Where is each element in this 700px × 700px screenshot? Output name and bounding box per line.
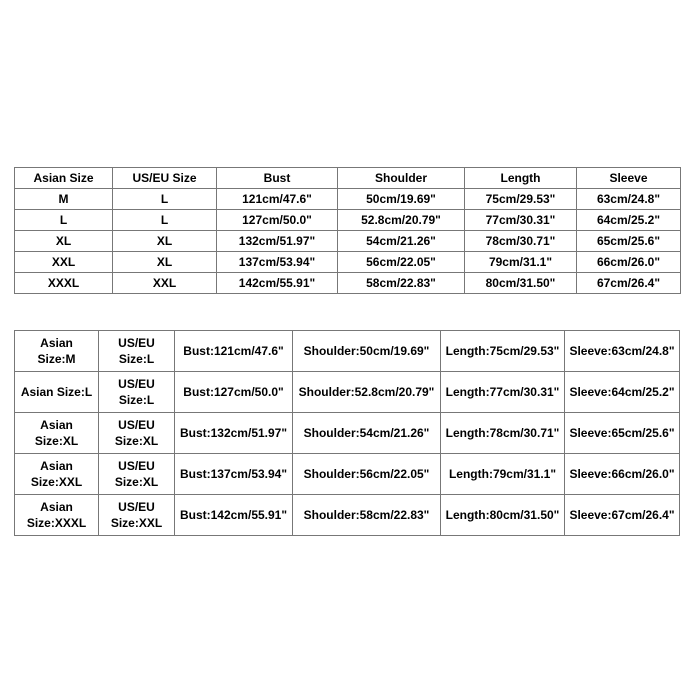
cell-text-line: Bust:132cm/51.97" bbox=[179, 426, 288, 440]
table-cell bbox=[15, 413, 99, 454]
table-cell: 63cm/24.8" bbox=[577, 189, 681, 210]
cell-text-line: Asian bbox=[40, 336, 73, 350]
table-cell bbox=[565, 495, 680, 536]
cell-text-line: Size:XXL bbox=[110, 516, 163, 530]
table-cell bbox=[99, 454, 175, 495]
cell-text-line: US/EU bbox=[118, 336, 155, 350]
cell-text-line: Length:75cm/29.53" bbox=[445, 344, 560, 358]
cell-text-line: Size:XL bbox=[34, 434, 79, 448]
table-cell: 66cm/26.0" bbox=[577, 252, 681, 273]
table-cell: 79cm/31.1" bbox=[465, 252, 577, 273]
table-cell bbox=[565, 372, 680, 413]
table-cell bbox=[175, 495, 293, 536]
table-cell bbox=[99, 413, 175, 454]
size-detail-body bbox=[15, 331, 680, 536]
cell-text-line: Shoulder:52.8cm/20.79" bbox=[298, 385, 435, 399]
table-cell: 50cm/19.69" bbox=[338, 189, 465, 210]
cell-text-line: Sleeve:64cm/25.2" bbox=[569, 385, 675, 399]
cell-text-line: Sleeve:67cm/26.4" bbox=[569, 508, 675, 522]
table-header-row bbox=[15, 168, 681, 189]
table-cell bbox=[293, 413, 441, 454]
cell-text-line: Length:77cm/30.31" bbox=[445, 385, 560, 399]
table-cell: 58cm/22.83" bbox=[338, 273, 465, 294]
cell-text-line: Shoulder:50cm/19.69" bbox=[303, 344, 430, 358]
table-cell bbox=[99, 372, 175, 413]
table-cell bbox=[293, 495, 441, 536]
table-cell: Bust bbox=[217, 168, 338, 189]
cell-text-line: Sleeve:66cm/26.0" bbox=[569, 467, 675, 481]
table-row bbox=[15, 231, 681, 252]
table-row bbox=[15, 273, 681, 294]
table-cell bbox=[175, 331, 293, 372]
table-cell bbox=[15, 495, 99, 536]
cell-text-line: Size:XXXL bbox=[26, 516, 87, 530]
cell-text-line: Bust:142cm/55.91" bbox=[179, 508, 288, 522]
cell-text-line: Length:78cm/30.71" bbox=[445, 426, 560, 440]
table-cell bbox=[15, 331, 99, 372]
cell-text-line: Asian Size:L bbox=[20, 385, 93, 399]
table-row bbox=[15, 331, 680, 372]
table-cell: XXXL bbox=[15, 273, 113, 294]
table-cell bbox=[293, 372, 441, 413]
cell-text-line: Length:80cm/31.50" bbox=[445, 508, 560, 522]
table-cell: XXL bbox=[113, 273, 217, 294]
cell-text-line: Size:M bbox=[37, 352, 76, 366]
table-row bbox=[15, 413, 680, 454]
cell-text-line: Size:L bbox=[118, 393, 155, 407]
cell-text-line: Asian bbox=[40, 500, 73, 514]
size-chart-body bbox=[15, 168, 681, 294]
table-cell: 56cm/22.05" bbox=[338, 252, 465, 273]
size-chart-table bbox=[14, 167, 681, 294]
cell-text-line: Sleeve:65cm/25.6" bbox=[569, 426, 675, 440]
cell-text-line: US/EU bbox=[118, 500, 155, 514]
table-cell: Asian Size bbox=[15, 168, 113, 189]
table-cell bbox=[441, 331, 565, 372]
table-row bbox=[15, 495, 680, 536]
table-cell: L bbox=[113, 210, 217, 231]
cell-text-line: Bust:121cm/47.6" bbox=[183, 344, 284, 358]
table-cell bbox=[175, 454, 293, 495]
table-cell: 142cm/55.91" bbox=[217, 273, 338, 294]
cell-text-line: Length:79cm/31.1" bbox=[448, 467, 557, 481]
table-cell: 67cm/26.4" bbox=[577, 273, 681, 294]
table-cell: XL bbox=[113, 231, 217, 252]
size-detail-table bbox=[14, 330, 680, 536]
table-cell: 77cm/30.31" bbox=[465, 210, 577, 231]
table-row bbox=[15, 252, 681, 273]
table-cell: 121cm/47.6" bbox=[217, 189, 338, 210]
table-cell: 137cm/53.94" bbox=[217, 252, 338, 273]
table-cell bbox=[441, 495, 565, 536]
table-cell: 127cm/50.0" bbox=[217, 210, 338, 231]
table-cell bbox=[293, 331, 441, 372]
table-cell bbox=[441, 372, 565, 413]
table-cell: 54cm/21.26" bbox=[338, 231, 465, 252]
cell-text-line: Size:L bbox=[118, 352, 155, 366]
table-cell: Sleeve bbox=[577, 168, 681, 189]
table-cell bbox=[99, 331, 175, 372]
table-cell bbox=[175, 372, 293, 413]
table-cell: 52.8cm/20.79" bbox=[338, 210, 465, 231]
cell-text-line: Asian bbox=[40, 418, 73, 432]
table-cell: L bbox=[113, 189, 217, 210]
cell-text-line: Shoulder:54cm/21.26" bbox=[303, 426, 430, 440]
cell-text-line: US/EU bbox=[118, 459, 155, 473]
cell-text-line: US/EU bbox=[118, 418, 155, 432]
table-cell: Length bbox=[465, 168, 577, 189]
table-cell bbox=[99, 495, 175, 536]
table-cell: L bbox=[15, 210, 113, 231]
cell-text-line: Size:XXL bbox=[30, 475, 83, 489]
table-cell bbox=[293, 454, 441, 495]
table-cell: Shoulder bbox=[338, 168, 465, 189]
table-cell: 65cm/25.6" bbox=[577, 231, 681, 252]
table-cell bbox=[441, 454, 565, 495]
table-cell bbox=[565, 331, 680, 372]
table-row bbox=[15, 210, 681, 231]
table-row bbox=[15, 189, 681, 210]
cell-text-line: Shoulder:56cm/22.05" bbox=[303, 467, 430, 481]
table-cell: M bbox=[15, 189, 113, 210]
table-cell bbox=[565, 413, 680, 454]
table-row bbox=[15, 454, 680, 495]
table-cell: 78cm/30.71" bbox=[465, 231, 577, 252]
table-cell: XL bbox=[15, 231, 113, 252]
table-cell: 64cm/25.2" bbox=[577, 210, 681, 231]
table-cell: 80cm/31.50" bbox=[465, 273, 577, 294]
table-cell: XXL bbox=[15, 252, 113, 273]
table-cell: 75cm/29.53" bbox=[465, 189, 577, 210]
table-cell bbox=[565, 454, 680, 495]
table-cell bbox=[15, 372, 99, 413]
cell-text-line: Bust:137cm/53.94" bbox=[179, 467, 288, 481]
table-row bbox=[15, 372, 680, 413]
cell-text-line: Bust:127cm/50.0" bbox=[183, 385, 284, 399]
cell-text-line: Asian bbox=[40, 459, 73, 473]
table-cell bbox=[15, 454, 99, 495]
table-cell bbox=[175, 413, 293, 454]
cell-text-line: Shoulder:58cm/22.83" bbox=[303, 508, 430, 522]
table-cell bbox=[441, 413, 565, 454]
cell-text-line: US/EU bbox=[118, 377, 155, 391]
cell-text-line: Size:XL bbox=[114, 475, 159, 489]
table-cell: 132cm/51.97" bbox=[217, 231, 338, 252]
cell-text-line: Sleeve:63cm/24.8" bbox=[569, 344, 675, 358]
cell-text-line: Size:XL bbox=[114, 434, 159, 448]
table-cell: US/EU Size bbox=[113, 168, 217, 189]
table-cell: XL bbox=[113, 252, 217, 273]
